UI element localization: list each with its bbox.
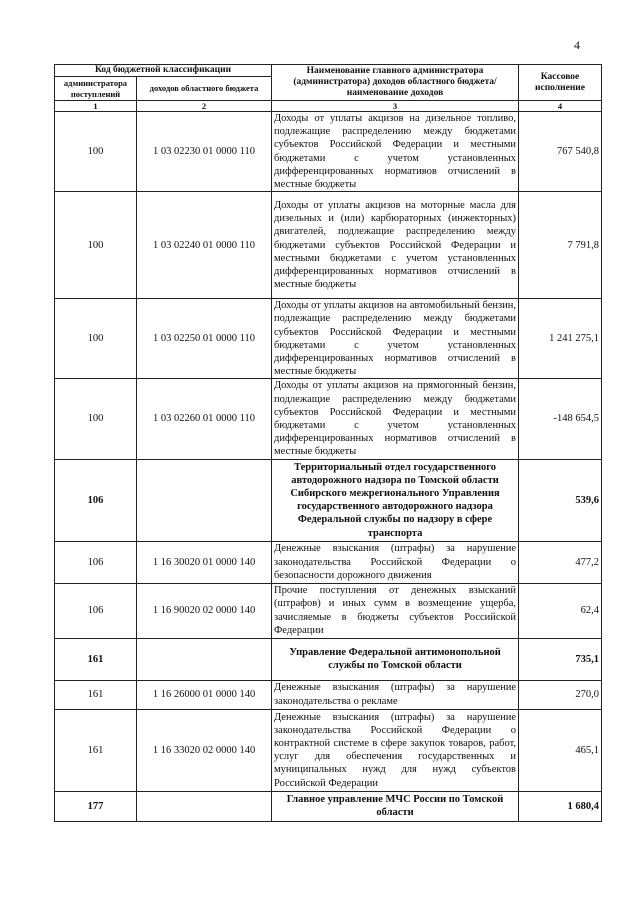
table-row <box>55 112 602 192</box>
budget-code-cell: 1 03 02240 01 0000 110 <box>137 192 272 299</box>
budget-code-cell <box>137 791 272 821</box>
budget-code-cell <box>137 459 272 541</box>
budget-code-cell: 1 16 30020 01 0000 140 <box>137 541 272 583</box>
column-number: 4 <box>519 101 602 112</box>
admin-code-cell: 100 <box>55 112 137 192</box>
table-row <box>55 709 602 791</box>
amount-cell: 465,1 <box>519 709 602 791</box>
amount-cell: 767 540,8 <box>519 112 602 192</box>
amount-cell: 7 791,8 <box>519 192 602 299</box>
budget-code-cell: 1 03 02230 01 0000 110 <box>137 112 272 192</box>
table-row <box>55 541 602 583</box>
revenue-name-cell: Доходы от уплаты акцизов на моторные масла для дизельных и (или) карбюраторных (инжекторных) двигателей, подлежащие распределению между бюджетами субъектов Российской Федерации и местными бюджетами с учетом установленных дифференцированных нормативов отчислений в местные бюджеты <box>272 192 519 299</box>
column-number: 3 <box>272 101 519 112</box>
table-row <box>55 192 602 299</box>
revenue-name-cell: Доходы от уплаты акцизов на дизельное топливо, подлежащие распределению между бюджетами субъектов Российской Федерации и местными бюджетами с учетом установленных дифференцированных нормативов отчислений в местные бюджеты <box>272 112 519 192</box>
column-number: 2 <box>137 101 272 112</box>
table-row <box>55 680 602 709</box>
classification-code-header: Код бюджетной классификации <box>55 65 272 77</box>
table-row-group <box>55 791 602 821</box>
revenue-name-cell: Прочие поступления от денежных взысканий (штрафов) и иных сумм в возмещение ущерба, зачисляемые в бюджеты субъектов Российской Федерации <box>272 583 519 638</box>
table-row <box>55 299 602 379</box>
table-row <box>55 379 602 459</box>
budget-revenue-header: доходов областного бюджета <box>137 77 272 101</box>
amount-cell: 1 241 275,1 <box>519 299 602 379</box>
admin-code-cell: 100 <box>55 379 137 459</box>
page-number: 4 <box>574 38 580 52</box>
admin-code-cell: 106 <box>55 459 137 541</box>
admin-name-header: Наименование главного администратора (администратора) доходов областного бюджета/ наименование доходов <box>272 65 519 101</box>
amount-cell: 270,0 <box>519 680 602 709</box>
amount-cell: 1 680,4 <box>519 791 602 821</box>
execution-header: Кассовое исполнение <box>519 65 602 101</box>
amount-cell: -148 654,5 <box>519 379 602 459</box>
budget-code-cell: 1 16 33020 02 0000 140 <box>137 709 272 791</box>
table-header <box>55 65 602 112</box>
administrator-name-cell: Территориальный отдел государственного автодорожного надзора по Томской области Сибирского межрегионального Управления государственного автодорожного надзора Федеральной службы по надзору в сфере транспорта <box>272 459 519 541</box>
administrator-name-cell: Управление Федеральной антимонопольной службы по Томской области <box>272 638 519 680</box>
budget-code-cell: 1 03 02260 01 0000 110 <box>137 379 272 459</box>
administrator-name-cell: Главное управление МЧС России по Томской области <box>272 791 519 821</box>
revenue-name-cell: Денежные взыскания (штрафы) за нарушение законодательства Российской Федерации о контрактной системе в сфере закупок товаров, работ, услуг для обеспечения государственных и муниципальных нужд для нужд субъектов Российской Федерации <box>272 709 519 791</box>
admin-code-cell: 177 <box>55 791 137 821</box>
admin-code-cell: 100 <box>55 299 137 379</box>
budget-code-cell: 1 16 90020 02 0000 140 <box>137 583 272 638</box>
revenue-name-cell: Доходы от уплаты акцизов на автомобильный бензин, подлежащие распределению между бюджетами субъектов Российской Федерации и местными бюджетами с учетом установленных дифференцированных нормативов отчислений в местные бюджеты <box>272 299 519 379</box>
revenue-name-cell: Денежные взыскания (штрафы) за нарушение законодательства о рекламе <box>272 680 519 709</box>
amount-cell: 539,6 <box>519 459 602 541</box>
budget-code-cell: 1 16 26000 01 0000 140 <box>137 680 272 709</box>
admin-code-cell: 161 <box>55 709 137 791</box>
admin-code-cell: 106 <box>55 583 137 638</box>
table-row-group <box>55 459 602 541</box>
admin-receipts-header: администратора поступлений <box>55 77 137 101</box>
admin-code-cell: 100 <box>55 192 137 299</box>
amount-cell: 735,1 <box>519 638 602 680</box>
amount-cell: 477,2 <box>519 541 602 583</box>
revenue-table <box>54 64 602 822</box>
table-row-group <box>55 638 602 680</box>
admin-code-cell: 106 <box>55 541 137 583</box>
budget-code-cell <box>137 638 272 680</box>
column-number: 1 <box>55 101 137 112</box>
revenue-name-cell: Денежные взыскания (штрафы) за нарушение законодательства Российской Федерации о безопасности дорожного движения <box>272 541 519 583</box>
amount-cell: 62,4 <box>519 583 602 638</box>
admin-code-cell: 161 <box>55 638 137 680</box>
admin-code-cell: 161 <box>55 680 137 709</box>
budget-code-cell: 1 03 02250 01 0000 110 <box>137 299 272 379</box>
revenue-name-cell: Доходы от уплаты акцизов на прямогонный бензин, подлежащие распределению между бюджетами субъектов Российской Федерации и местными бюджетами с учетом установленных дифференцированных нормативов отчислений в местные бюджеты <box>272 379 519 459</box>
table-row <box>55 583 602 638</box>
